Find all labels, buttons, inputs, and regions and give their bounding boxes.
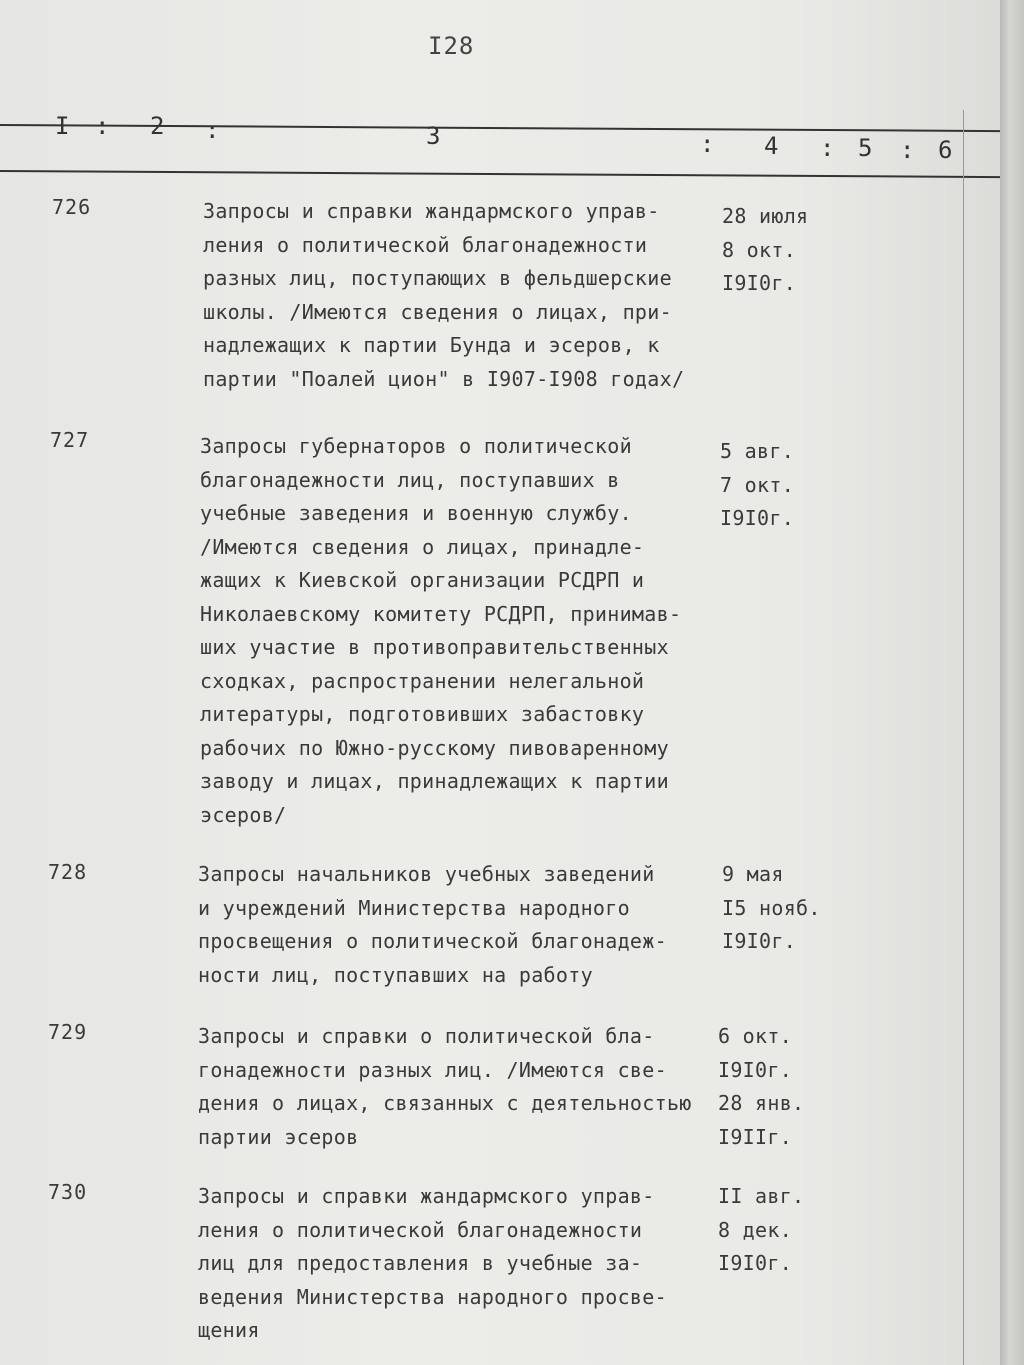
column-separator: : — [700, 130, 715, 158]
entry-description: Запросы начальников учебных заведений и учреждений Министерства народного просвещения о политической благонадеж- ности лиц, поступавших на работу — [198, 862, 667, 987]
entry-description: Запросы и справки жандармского управ- ления о политической благонадежности лиц для предоставления в учебные за- ведения Министерства народного просве- щения — [198, 1184, 667, 1342]
column-separator: : — [820, 134, 835, 162]
entry-description: Запросы губернаторов о политической благонадежности лиц, поступавших в учебные заведения и военную службу. /Имеются сведения о лицах, принадле- жащих к Киевской организации РСДРП и Николаевскому комитету РСДРП, принимав- ших участие в противоправительственных сходках, распространении нелегальной литературы, подготовивших забастовку рабочих по Южно-русскому пивоваренному заводу и лицах, принадлежащих к партии эсеров/ — [200, 434, 682, 827]
column-header-2: 2 — [150, 112, 165, 140]
entry-description: Запросы и справки о политической бла- гонадежности разных лиц. /Имеются све- дения о лицах, связанных с деятельностью партии эсеров — [198, 1024, 692, 1149]
entry-number: 729 — [48, 1020, 88, 1044]
entry-number: 726 — [52, 195, 92, 219]
header-rule-bottom — [0, 170, 1000, 178]
entry-dates: 28 июля 8 окт. I9I0г. — [722, 204, 809, 295]
column-header-5: 5 — [858, 134, 873, 162]
page-edge-shadow — [1000, 0, 1024, 1365]
page-number: I28 — [428, 32, 475, 60]
column-header-4: 4 — [764, 132, 779, 160]
column-header-6: 6 — [938, 136, 953, 164]
entry-dates: II авг. 8 дек. I9I0г. — [718, 1184, 805, 1275]
entry-dates: 5 авг. 7 окт. I9I0г. — [720, 439, 795, 530]
entry-dates: 9 мая I5 нояб. I9I0г. — [722, 862, 821, 953]
column-header-1: I — [55, 112, 70, 140]
entry-number: 727 — [50, 428, 90, 452]
right-margin-line — [963, 110, 964, 1365]
column-separator: : — [900, 136, 915, 164]
column-separator: : — [95, 112, 110, 140]
entry-number: 728 — [48, 860, 88, 884]
column-separator: : — [205, 116, 220, 144]
entry-number: 730 — [48, 1180, 88, 1204]
entry-dates: 6 окт. I9I0г. 28 янв. I9IIг. — [718, 1024, 805, 1149]
entry-description: Запросы и справки жандармского управ- ления о политической благонадежности разных лиц, поступающих в фельдшерские школы. /Имеются сведения о лицах, при- надлежащих к партии Бунда и эсеров, к партии "Поалей цион" в I907-I908 годах/ — [203, 199, 685, 391]
column-header-3: 3 — [426, 122, 441, 150]
